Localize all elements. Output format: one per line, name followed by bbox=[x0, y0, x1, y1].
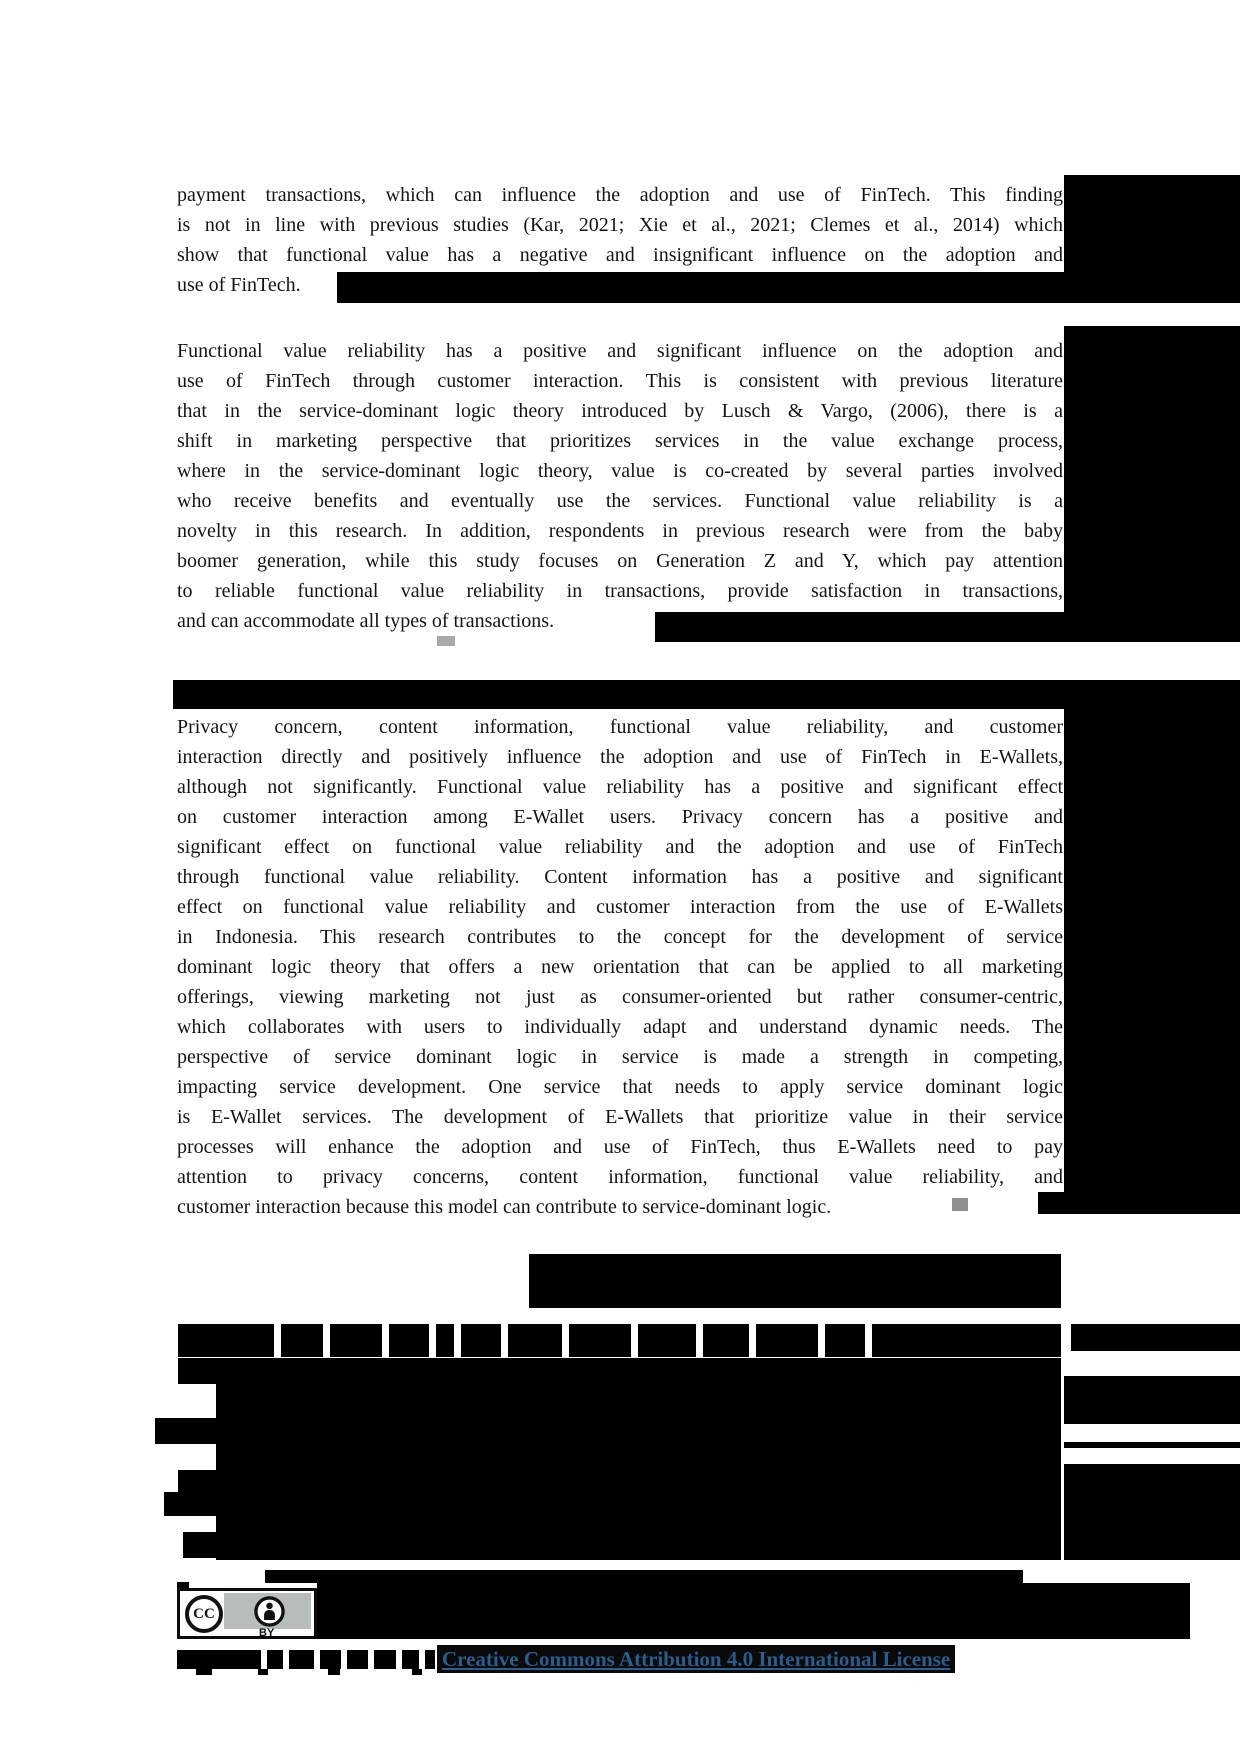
text-line: effect on functional value reliability and customer interaction from the use of E-Wallets bbox=[177, 896, 1063, 918]
cc-license-link[interactable]: Creative Commons Attribution 4.0 International License bbox=[437, 1645, 955, 1673]
text-line: on customer interaction among E-Wallet users. Privacy concern has a positive and bbox=[177, 806, 1063, 828]
text-line: which collaborates with users to individually adapt and understand dynamic needs. The bbox=[177, 1016, 1063, 1038]
redaction-block bbox=[178, 1358, 216, 1384]
text-line: processes will enhance the adoption and use of FinTech, thus E-Wallets need to pay bbox=[177, 1136, 1063, 1158]
text-line: is E-Wallet services. The development of E-Wallets that prioritize value in their service bbox=[177, 1106, 1063, 1128]
redaction-block bbox=[508, 1324, 562, 1357]
cc-logo-icon: CC bbox=[185, 1595, 223, 1633]
redaction-block bbox=[1064, 1442, 1240, 1448]
redaction-block bbox=[347, 1650, 368, 1669]
text-line: to reliable functional value reliability in transactions, provide satisfaction in transactions, bbox=[177, 580, 1063, 602]
redaction-block bbox=[178, 1470, 216, 1494]
redaction-block bbox=[412, 1669, 422, 1675]
text-line: customer interaction because this model can contribute to service-dominant logic. bbox=[177, 1196, 832, 1218]
text-line: Functional value reliability has a positive and significant influence on the adoption and bbox=[177, 340, 1063, 362]
redaction-block bbox=[330, 1324, 382, 1357]
text-line: significant effect on functional value reliability and the adoption and use of FinTech bbox=[177, 836, 1063, 858]
redaction-block bbox=[164, 1492, 216, 1516]
text-line: use of FinTech through customer interaction. This is consistent with previous literature bbox=[177, 370, 1063, 392]
redaction-block bbox=[216, 1358, 1061, 1560]
redaction-block bbox=[825, 1324, 865, 1357]
redaction-block bbox=[258, 1669, 268, 1675]
redaction-block bbox=[328, 1669, 340, 1675]
redaction-block bbox=[374, 1650, 396, 1669]
redaction-block bbox=[756, 1324, 818, 1357]
text-line: through functional value reliability. Content information has a positive and significant bbox=[177, 866, 1063, 888]
redaction-block bbox=[177, 1650, 261, 1669]
redaction-block bbox=[1064, 709, 1240, 1214]
redaction-block bbox=[872, 1324, 1061, 1357]
redaction-block bbox=[638, 1324, 696, 1357]
redaction-block bbox=[320, 1650, 341, 1669]
text-line: use of FinTech. bbox=[177, 274, 301, 296]
redaction-block bbox=[436, 1324, 454, 1357]
text-line: impacting service development. One service that needs to apply service dominant logic bbox=[177, 1076, 1063, 1098]
text-line: Privacy concern, content information, functional value reliability, and customer bbox=[177, 716, 1063, 738]
person-icon bbox=[254, 1596, 285, 1627]
by-label: BY bbox=[259, 1627, 275, 1639]
scan-smudge bbox=[952, 1198, 968, 1211]
redaction-block bbox=[1071, 1324, 1240, 1351]
redaction-block bbox=[425, 1650, 435, 1669]
redaction-block bbox=[265, 1570, 1023, 1583]
text-line: who receive benefits and eventually use the services. Functional value reliability is a bbox=[177, 490, 1063, 512]
redaction-block bbox=[1064, 1464, 1240, 1560]
redaction-block bbox=[529, 1254, 1061, 1308]
scan-smudge bbox=[437, 636, 455, 646]
text-line: boomer generation, while this study focuses on Generation Z and Y, which pay attention bbox=[177, 550, 1063, 572]
text-line: offerings, viewing marketing not just as consumer-oriented but rather consumer-centric, bbox=[177, 986, 1063, 1008]
redaction-block bbox=[183, 1532, 216, 1558]
text-line: attention to privacy concerns, content information, functional value reliability, and bbox=[177, 1166, 1063, 1188]
redaction-block bbox=[402, 1650, 419, 1669]
redaction-block bbox=[267, 1650, 283, 1669]
redaction-block bbox=[389, 1324, 429, 1357]
redaction-block bbox=[317, 1583, 1190, 1639]
text-line: payment transactions, which can influence the adoption and use of FinTech. This finding bbox=[177, 184, 1063, 206]
redaction-block bbox=[1038, 1192, 1068, 1214]
text-line: shift in marketing perspective that prioritizes services in the value exchange process, bbox=[177, 430, 1063, 452]
text-line: interaction directly and positively influence the adoption and use of FinTech in E-Wallets, bbox=[177, 746, 1063, 768]
text-line: and can accommodate all types of transactions. bbox=[177, 610, 555, 632]
text-line: where in the service-dominant logic theory, value is co-created by several parties involved bbox=[177, 460, 1063, 482]
paragraph-conclusion bbox=[177, 712, 1063, 1222]
redaction-block bbox=[569, 1324, 631, 1357]
redaction-block bbox=[178, 1324, 274, 1357]
redaction-block bbox=[655, 612, 1240, 642]
redaction-block bbox=[289, 1650, 314, 1669]
text-line: novelty in this research. In addition, respondents in previous research were from the baby bbox=[177, 520, 1063, 542]
redaction-block bbox=[1064, 326, 1240, 642]
cc-by-badge[interactable] bbox=[177, 1588, 317, 1639]
paragraph-functional-value-reliability bbox=[177, 336, 1063, 636]
text-line: dominant logic theory that offers a new orientation that can be applied to all marketing bbox=[177, 956, 1063, 978]
redaction-block bbox=[196, 1669, 212, 1675]
redaction-block bbox=[461, 1324, 501, 1357]
text-line: show that functional value has a negative and insignificant influence on the adoption and bbox=[177, 244, 1063, 266]
redaction-block bbox=[281, 1324, 323, 1357]
redaction-block bbox=[1064, 1376, 1240, 1424]
redaction-block bbox=[337, 272, 1240, 303]
redaction-block bbox=[173, 680, 1240, 709]
text-line: that in the service-dominant logic theory introduced by Lusch & Vargo, (2006), there is a bbox=[177, 400, 1063, 422]
text-line: although not significantly. Functional value reliability has a positive and significant effect bbox=[177, 776, 1063, 798]
text-line: in Indonesia. This research contributes to the concept for the development of service bbox=[177, 926, 1063, 948]
text-line: perspective of service dominant logic in service is made a strength in competing, bbox=[177, 1046, 1063, 1068]
redaction-block bbox=[703, 1324, 749, 1357]
redaction-block bbox=[155, 1418, 216, 1444]
text-line: is not in line with previous studies (Kar, 2021; Xie et al., 2021; Clemes et al., 2014) which bbox=[177, 214, 1063, 236]
redaction-block bbox=[1064, 175, 1240, 275]
